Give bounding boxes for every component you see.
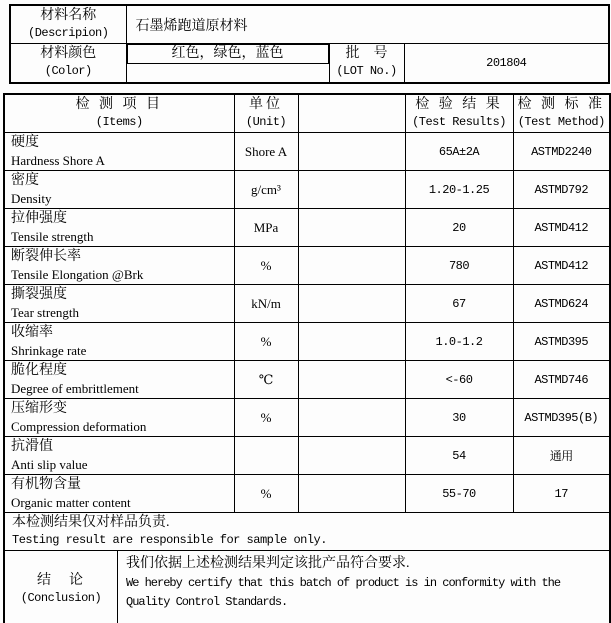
blank-cell xyxy=(298,323,405,361)
header-method-cell xyxy=(513,94,610,133)
material-color-row xyxy=(10,44,609,83)
item-cell xyxy=(4,399,234,437)
header-results-cell xyxy=(405,94,513,133)
header-items-en: (Items) xyxy=(95,115,143,129)
note-text-en: Testing result are responsible for sample only. xyxy=(12,533,327,547)
table-row xyxy=(4,437,610,475)
item-name-en: Hardness Shore A xyxy=(11,153,105,168)
item-name-zh: 撕裂强度 xyxy=(11,287,67,302)
note-row xyxy=(4,513,610,551)
unit-cell: g/cm³ xyxy=(234,171,298,209)
blank-cell xyxy=(298,361,405,399)
blank-cell xyxy=(298,171,405,209)
item-name-en: Anti slip value xyxy=(11,457,88,472)
material-name-value: 石墨烯跑道原材料 xyxy=(126,5,609,44)
lot-label-cell xyxy=(329,44,404,83)
table-row xyxy=(4,209,610,247)
method-cell: 17 xyxy=(513,475,610,513)
header-results-zh: 检 验 结 果 xyxy=(415,97,503,112)
item-cell xyxy=(4,437,234,475)
method-cell: ASTMD412 xyxy=(513,209,610,247)
item-name-zh: 脆化程度 xyxy=(11,363,67,378)
table-row xyxy=(4,171,610,209)
method-cell: ASTMD395(B) xyxy=(513,399,610,437)
item-cell xyxy=(4,209,234,247)
lot-value: 201804 xyxy=(404,44,609,83)
header-items-zh: 检 测 项 目 xyxy=(75,97,163,112)
table-row xyxy=(4,361,610,399)
result-cell: 1.0-1.2 xyxy=(405,323,513,361)
material-name-row xyxy=(10,5,609,44)
table-row xyxy=(4,323,610,361)
conclusion-row xyxy=(4,551,610,623)
unit-cell: % xyxy=(234,247,298,285)
header-unit-zh: 单位 xyxy=(249,97,283,112)
unit-cell xyxy=(234,437,298,475)
table-row xyxy=(4,285,610,323)
result-cell: 54 xyxy=(405,437,513,475)
method-cell: ASTMD624 xyxy=(513,285,610,323)
blank-cell xyxy=(298,209,405,247)
blank-cell xyxy=(298,285,405,323)
item-name-zh: 断裂伸长率 xyxy=(11,249,81,264)
note-cell xyxy=(4,513,610,551)
method-cell: 通用 xyxy=(513,437,610,475)
method-cell: ASTMD2240 xyxy=(513,133,610,171)
blank-cell xyxy=(298,247,405,285)
table-row xyxy=(4,133,610,171)
item-cell xyxy=(4,323,234,361)
material-color-label-cell xyxy=(10,44,126,83)
blank-cell xyxy=(298,133,405,171)
header-method-en: (Test Method) xyxy=(517,115,605,129)
item-name-zh: 抗滑值 xyxy=(11,439,53,454)
item-name-en: Tensile Elongation @Brk xyxy=(11,267,144,282)
result-cell: 20 xyxy=(405,209,513,247)
item-cell xyxy=(4,133,234,171)
conclusion-label-cell xyxy=(5,551,118,623)
item-name-en: Density xyxy=(11,191,52,206)
lot-label-zh: 批 号 xyxy=(345,46,388,62)
conclusion-body xyxy=(118,551,609,623)
material-name-label-cell xyxy=(10,5,126,44)
material-name-label-zh: 材料名称 xyxy=(40,8,97,23)
unit-cell: % xyxy=(234,323,298,361)
method-cell: ASTMD746 xyxy=(513,361,610,399)
conclusion-text-en: We hereby certify that this batch of product is in conformity with the Quality Control Standards. xyxy=(126,576,561,609)
result-cell: 67 xyxy=(405,285,513,323)
header-unit-cell xyxy=(234,94,298,133)
header-results-en: (Test Results) xyxy=(412,115,506,129)
item-name-zh: 拉伸强度 xyxy=(11,211,67,226)
header-unit-en: (Unit) xyxy=(245,115,287,129)
method-cell: ASTMD395 xyxy=(513,323,610,361)
material-name-label-en: (Descripion) xyxy=(28,26,109,40)
item-name-zh: 收缩率 xyxy=(11,325,53,340)
conclusion-label-zh: 结 论 xyxy=(37,572,85,588)
item-cell xyxy=(4,361,234,399)
conclusion-label-en: (Conclusion) xyxy=(20,590,102,605)
item-name-zh: 硬度 xyxy=(11,135,39,150)
item-name-en: Compression deformation xyxy=(11,419,147,434)
item-name-en: Tensile strength xyxy=(11,229,94,244)
note-text-zh: 本检测结果仅对样品负责. xyxy=(12,515,170,530)
header-method-zh: 检 测 标 准 xyxy=(517,97,605,112)
unit-cell: kN/m xyxy=(234,285,298,323)
item-name-en: Degree of embrittlement xyxy=(11,381,139,396)
table-row xyxy=(4,475,610,513)
item-name-zh: 有机物含量 xyxy=(11,477,81,492)
item-name-en: Tear strength xyxy=(11,305,80,320)
table-row xyxy=(4,399,610,437)
item-cell xyxy=(4,475,234,513)
blank-cell xyxy=(298,399,405,437)
table-header-row xyxy=(4,94,610,133)
header-items-cell xyxy=(4,94,234,133)
table-row xyxy=(4,247,610,285)
item-cell xyxy=(4,171,234,209)
unit-cell: Shore A xyxy=(234,133,298,171)
material-color-value: 红色，绿色，蓝色 xyxy=(127,44,329,64)
blank-cell xyxy=(298,475,405,513)
conclusion-wrapper xyxy=(5,551,609,623)
unit-cell: MPa xyxy=(234,209,298,247)
item-name-en: Shrinkage rate xyxy=(11,343,87,358)
method-cell: ASTMD412 xyxy=(513,247,610,285)
material-info-table xyxy=(9,4,610,84)
material-color-label-zh: 材料颜色 xyxy=(40,46,97,62)
method-cell: ASTMD792 xyxy=(513,171,610,209)
result-cell: <-60 xyxy=(405,361,513,399)
lot-label-en: (LOT No.) xyxy=(336,64,397,79)
conclusion-text-zh: 我们依据上述检测结果判定该批产品符合要求. xyxy=(126,556,410,571)
item-cell xyxy=(4,247,234,285)
item-name-zh: 压缩形变 xyxy=(11,401,67,416)
result-cell: 55-70 xyxy=(405,475,513,513)
blank-cell xyxy=(298,437,405,475)
item-cell xyxy=(4,285,234,323)
item-name-zh: 密度 xyxy=(11,173,39,188)
result-cell: 65A±2A xyxy=(405,133,513,171)
result-cell: 30 xyxy=(405,399,513,437)
header-blank-cell xyxy=(298,94,405,133)
item-name-en: Organic matter content xyxy=(11,495,131,510)
unit-cell: ℃ xyxy=(234,361,298,399)
conclusion-cell xyxy=(4,551,610,623)
unit-cell: % xyxy=(234,475,298,513)
material-color-label-en: (Color) xyxy=(44,64,92,79)
unit-cell: % xyxy=(234,399,298,437)
result-cell: 1.20-1.25 xyxy=(405,171,513,209)
test-results-table xyxy=(3,93,611,623)
result-cell: 780 xyxy=(405,247,513,285)
